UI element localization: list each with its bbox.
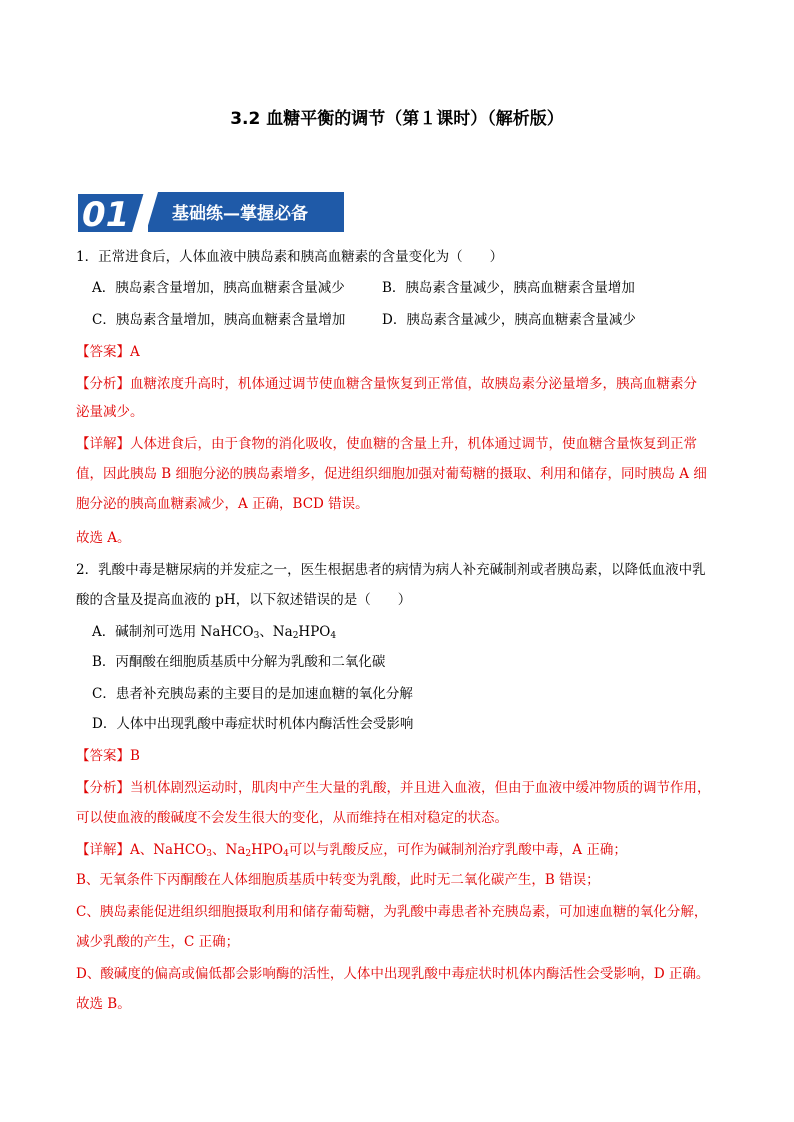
detail-text: HPO	[251, 842, 284, 858]
q2-detail-d: D、酸碱度的偏高或偏低都会影响酶的活性，人体中出现乳酸中毒症状时机体内酶活性会受影响，D 正确。	[76, 966, 710, 982]
page-title: 3.2 血糖平衡的调节（第１课时）（解析版）	[230, 109, 564, 129]
subscript: 2	[245, 849, 252, 859]
q2-option-b: B．丙酮酸在细胞质基质中分解为乳酸和二氧化碳	[92, 654, 386, 670]
detail-text: A、NaHCO	[130, 842, 207, 858]
analysis-text: 当机体剧烈运动时，肌肉中产生大量的乳酸，并且进入血液，但由于血液中缓冲物质的调节作用，	[130, 780, 711, 796]
subscript: 4	[330, 631, 337, 641]
answer-value: A	[130, 344, 140, 360]
q2-detail-b: B、无氧条件下丙酮酸在人体细胞质基质中转变为乳酸，此时无二氧化碳产生，B 错误；	[76, 872, 600, 888]
q1-answer	[76, 342, 140, 362]
q1-detail-line-2: 值，因此胰岛 B 细胞分泌的胰岛素增多，促进组织细胞加强对葡萄糖的摄取、利用和储存，同时胰岛 A 细	[76, 466, 707, 482]
option-a-text: 、Na	[259, 624, 293, 640]
q2-detail-c-line-1: C、胰岛素能促进组织细胞摄取利用和储存葡萄糖，为乳酸中毒患者补充胰岛素，可加速血糖的氧化分解，	[76, 904, 708, 920]
detail-tag: 【详解】	[76, 436, 130, 452]
answer-tag: 【答案】	[76, 344, 130, 360]
banner-number: 01	[82, 195, 130, 235]
q2-option-a	[92, 622, 336, 642]
q1-option-a: A．胰岛素含量增加，胰高血糖素含量减少	[92, 280, 345, 296]
option-a-text: A．碱制剂可选用 NaHCO	[92, 624, 254, 640]
detail-text: 、Na	[212, 842, 246, 858]
q2-option-d: D．人体中出现乳酸中毒症状时机体内酶活性会受影响	[92, 716, 414, 732]
q2-stem-line-2: 酸的含量及提高血液的 pH，以下叙述错误的是（ ）	[76, 592, 412, 608]
q2-conclusion: 故选 B。	[76, 996, 131, 1012]
q1-option-c: C．胰岛素含量增加，胰高血糖素含量增加	[92, 312, 346, 328]
analysis-tag: 【分析】	[76, 376, 130, 392]
q2-stem-line-1: 2．乳酸中毒是糖尿病的并发症之一，医生根据患者的病情为病人补充碱制剂或者胰岛素，以降低血液中乳	[76, 562, 706, 578]
q2-detail-a	[76, 840, 627, 860]
subscript: 2	[292, 631, 299, 641]
banner-label: 基础练—掌握必备	[172, 204, 308, 224]
answer-tag: 【答案】	[76, 748, 130, 764]
q1-option-b: B．胰岛素含量减少，胰高血糖素含量增加	[382, 280, 635, 296]
q2-option-c: C．患者补充胰岛素的主要目的是加速血糖的氧化分解	[92, 686, 413, 702]
q2-answer	[76, 746, 140, 766]
q1-detail-line-1	[76, 434, 697, 454]
subscript: 3	[206, 849, 213, 859]
detail-text: 人体进食后，由于食物的消化吸收，使血糖的含量上升，机体通过调节，使血糖含量恢复到正常	[130, 436, 697, 452]
detail-text: 可以与乳酸反应，可作为碱制剂治疗乳酸中毒，A 正确；	[288, 842, 627, 858]
subscript: 4	[283, 849, 289, 859]
q1-analysis-line-2: 泌量减少。	[76, 404, 144, 420]
section-banner	[76, 188, 344, 236]
q1-conclusion: 故选 A。	[76, 530, 131, 546]
option-a-text: HPO	[298, 624, 331, 640]
analysis-text: 血糖浓度升高时，机体通过调节使血糖含量恢复到正常值，故胰岛素分泌量增多，胰高血糖素分	[130, 376, 697, 392]
q1-detail-line-3: 胞分泌的胰高血糖素减少，A 正确，BCD 错误。	[76, 496, 369, 512]
q1-option-d: D．胰岛素含量减少，胰高血糖素含量减少	[382, 312, 636, 328]
subscript: 3	[253, 631, 260, 641]
q2-analysis-line-2: 可以使血液的酸碱度不会发生很大的变化，从而维持在相对稳定的状态。	[76, 810, 508, 826]
detail-tag: 【详解】	[76, 842, 130, 858]
q1-stem: 1．正常进食后，人体血液中胰岛素和胰高血糖素的含量变化为（ ）	[76, 249, 504, 265]
answer-value: B	[130, 748, 140, 764]
q1-analysis-line-1	[76, 374, 697, 394]
analysis-tag: 【分析】	[76, 780, 130, 796]
q2-detail-c-line-2: 减少乳酸的产生，C 正确；	[76, 934, 240, 950]
q2-analysis-line-1	[76, 778, 711, 798]
